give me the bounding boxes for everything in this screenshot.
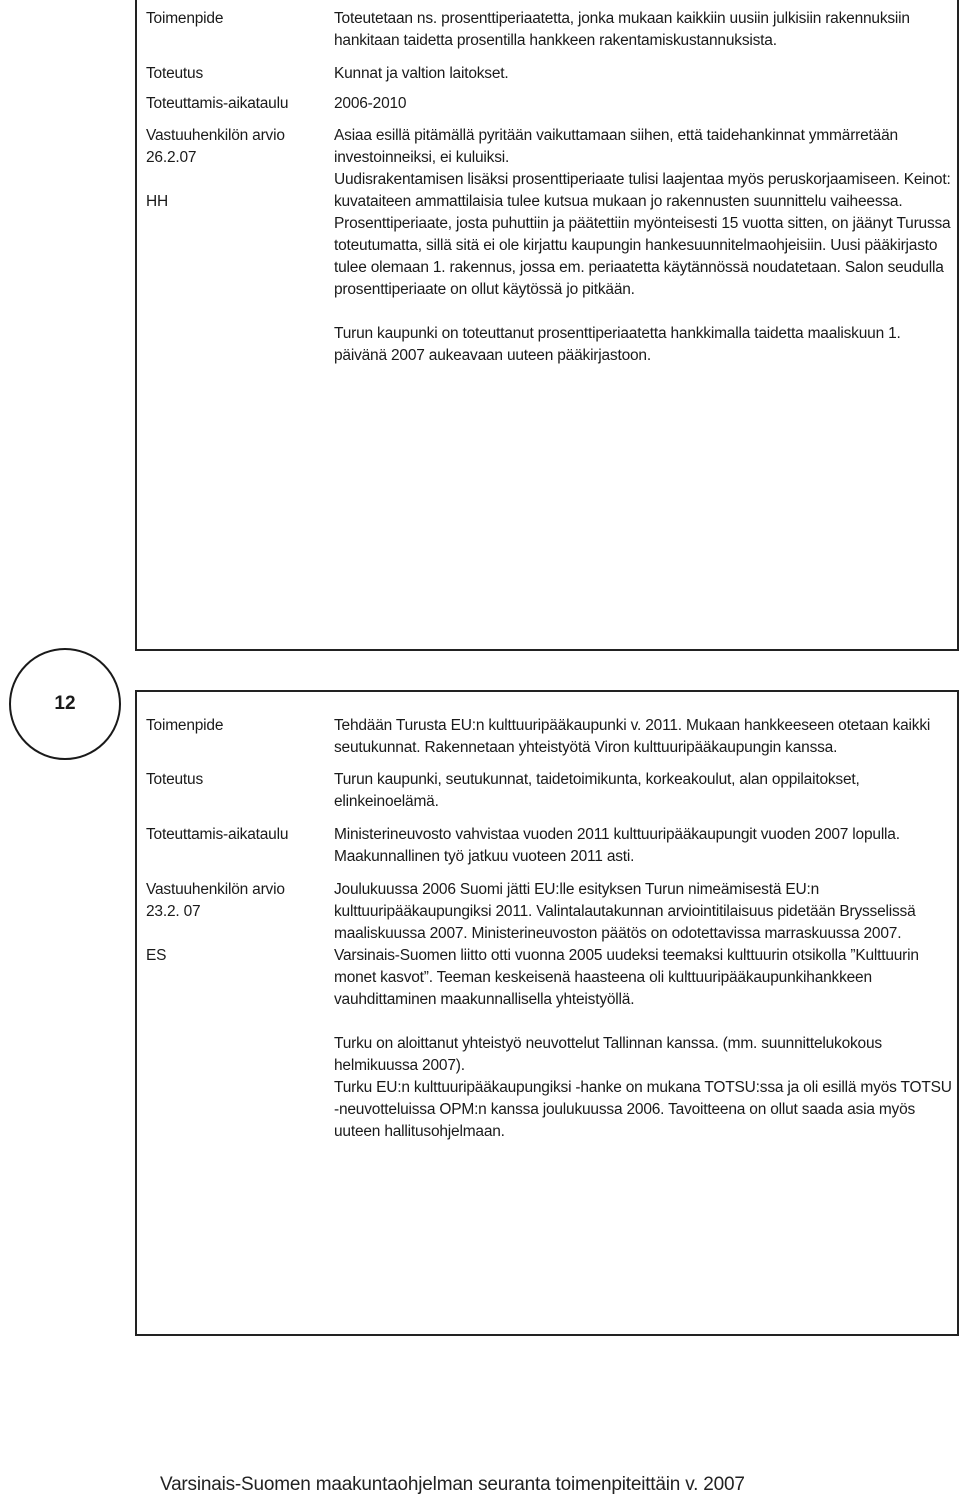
page-number-badge [9,648,121,760]
page-number: 12 [54,693,76,714]
arvio-initials-2: ES [146,947,167,964]
arvio-text-2 [334,879,952,1143]
label-toimenpide-2: Toimenpide [146,717,224,734]
arvio-2-paragraph-2: Varsinais-Suomen liitto otti vuonna 2005 uudeksi teemaksi kulttuurin otsikolla ”Kulttuurin monet kasvot”. Teeman keskeisenä haasteena oli kulttuuripääkaupunkihankkeen vauhdittaminen maakunnallisella yhteistyöllä. [334,947,919,1008]
label-vastuuhenkilo-2 [146,879,316,967]
aikataulu-text-2: Ministerineuvosto vahvistaa vuoden 2011 kulttuuripääkaupungit vuoden 2007 lopulla. Maakunnallinen työ jatkuu vuoteen 2011 asti. [334,826,900,865]
arvio-paragraph-2: Uudisrakentamisen lisäksi prosenttiperiaate tulisi laajentaa myös peruskorjaamiseen. Keinot: kuvataiteen ammattilaisia tulee kutsua mukaan jo rakennusten suunnittelu vaiheessa. Prosenttiperiaate, josta puhuttiin ja päätettiin myönteisesti 15 vuotta sitten, on jäänyt Turussa toteutumatta, sillä sitä ei ole kirjattu kaupungin hankesuunnitelmaohjeisiin. Uusi pääkirjasto tulee olemaan 1. rakennus, jossa em. periaatetta käytännössä noudatetaan. Salon seudulla prosenttiperiaate on ollut käytössä jo pitkään. [334,171,951,298]
label-vastuuhenkilo [146,125,316,213]
section-1-table [135,0,959,651]
toimenpide-text: Toteutetaan ns. prosenttiperiaatetta, jonka mukaan kaikkiin uusiin julkisiin rakennuksiin hankitaan taidetta prosentilla hankkeen rakentamiskustannuksista. [334,10,910,49]
vastuuhenkilo-title: Vastuuhenkilön arvio [146,127,285,144]
arvio-2-paragraph-3: Turku on aloittanut yhteistyö neuvottelut Tallinnan kanssa. (mm. suunnittelukokous helmikuussa 2007). [334,1035,882,1074]
arvio-paragraph-1: Asiaa esillä pitämällä pyritään vaikuttamaan siihen, että taidehankinnat ymmärretään investoinneiksi, ei kuluiksi. [334,127,898,166]
label-toteutus: Toteutus [146,65,203,82]
toimenpide-text-2: Tehdään Turusta EU:n kulttuuripääkaupunki v. 2011. Mukaan hankkeeseen otetaan kaikki seutukunnat. Rakennetaan yhteistyötä Viron kulttuuripääkaupungin kanssa. [334,717,931,756]
arvio-date: 26.2.07 [146,149,197,166]
arvio-date-2: 23.2. 07 [146,903,201,920]
aikataulu-text: 2006-2010 [334,95,407,112]
toteutus-text: Kunnat ja valtion laitokset. [334,65,509,82]
toteutus-text-2: Turun kaupunki, seutukunnat, taidetoimikunta, korkeakoulut, alan oppilaitokset, elinkeinoelämä. [334,771,860,810]
label-aikataulu: Toteuttamis-aikataulu [146,95,289,112]
label-toimenpide: Toimenpide [146,10,224,27]
label-aikataulu-2: Toteuttamis-aikataulu [146,826,289,843]
section-2-table [135,690,959,1336]
page-footer: Varsinais-Suomen maakuntaohjelman seuranta toimenpiteittäin v. 2007 [160,1474,745,1495]
arvio-2-paragraph-1: Joulukuussa 2006 Suomi jätti EU:lle esityksen Turun nimeämisestä EU:n kulttuuripääkaupungiksi 2011. Valintalautakunnan arviointitilaisuus pidetään Brysselissä maaliskuussa 2007. Ministerineuvoston päätös on odotettavissa marraskuussa 2007. [334,881,916,942]
arvio-2-paragraph-4: Turku EU:n kulttuuripääkaupungiksi -hanke on mukana TOTSU:ssa ja oli esillä myös TOTSU -neuvotteluissa OPM:n kanssa joulukuussa 2006. Tavoitteena on ollut saada asia myös uuteen hallitusohjelmaan. [334,1079,952,1140]
vastuuhenkilo-title-2: Vastuuhenkilön arvio [146,881,285,898]
label-toteutus-2: Toteutus [146,771,203,788]
arvio-paragraph-3: Turun kaupunki on toteuttanut prosenttiperiaatetta hankkimalla taidetta maaliskuun 1. päivänä 2007 aukeavaan uuteen pääkirjastoon. [334,325,901,364]
arvio-text [334,125,952,367]
arvio-initials: HH [146,193,168,210]
